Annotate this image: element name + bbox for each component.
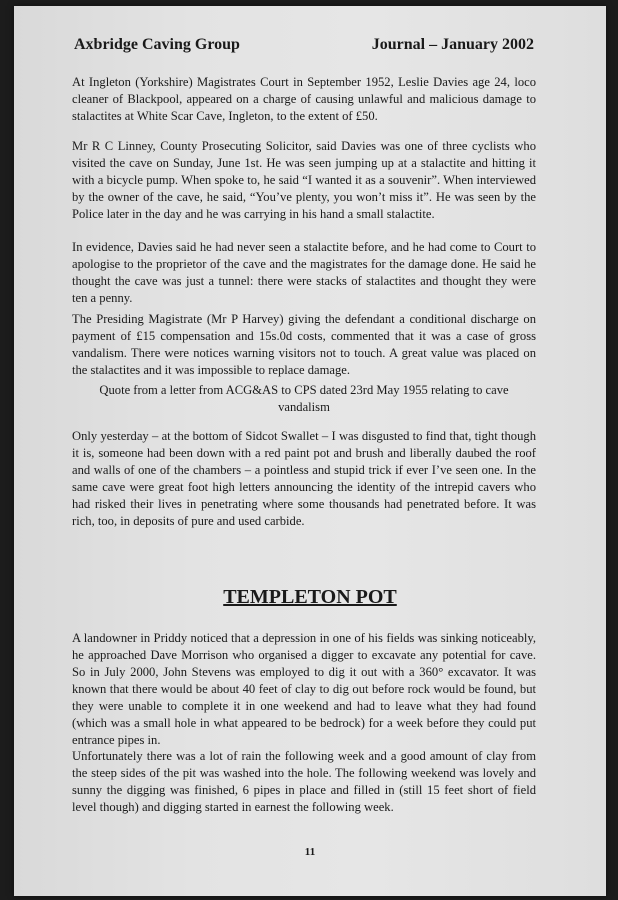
section-title: TEMPLETON POT bbox=[223, 586, 397, 608]
paragraph-magistrate: The Presiding Magistrate (Mr P Harvey) giving the defendant a conditional discharge on payment of £15 compensation and 15s.0d costs, commented that it was a case of gross vandalism. There were notices warning visitors not to touch. A great value was placed on the stalactites and it was impossible to replace damage. bbox=[72, 312, 536, 377]
paragraph-templeton-intro: A landowner in Priddy noticed that a depression in one of his fields was sinking noticeably, he approached Dave Morrison who organised a digger to excavate any potential for cave. So in July 2000, John Stevens was employed to dig it out with a 360° excavator. It was known that there would be about 40 feet of clay to dig out before rock would be found, but they were unable to complete it in one weekend and had to leave what they had found (which was a small hole in what appeared to be bedrock) for a week before they could put entrance pipes in. bbox=[72, 631, 536, 747]
quote-letter-text: Only yesterday – at the bottom of Sidcot Swallet – I was disgusted to find that, tight though it is, someone had been down with a red paint pot and brush and liberally daubed the roof and walls of one of the chambers – a pointless and stupid trick if ever I’ve seen one. In the same cave were great foot high letters announcing the identity of the intrepid cavers who had risked their lives in penetrating where some thousands had penetrated before. It was rich, too, in deposits of pure and used carbide. bbox=[72, 429, 536, 528]
header-journal-date: Journal – January 2002 bbox=[371, 36, 534, 53]
paragraph-court-case: At Ingleton (Yorkshire) Magistrates Court in September 1952, Leslie Davies age 24, loco cleaner of Blackpool, appeared on a charge of causing unlawful and malicious damage to stalactites at White Scar Cave, Ingleton, to the extent of £50. bbox=[72, 75, 536, 123]
quote-heading: Quote from a letter from ACG&AS to CPS dated 23rd May 1955 relating to cave vandalism bbox=[99, 383, 509, 414]
paragraph-templeton-rain: Unfortunately there was a lot of rain the following week and a good amount of clay from the steep sides of the pit was washed into the hole. The following weekend was lovely and sunny the digging was finished, 6 pipes in place and filled in (still 15 feet short of field level though) and digging started in earnest the following week. bbox=[72, 749, 536, 814]
paragraph-linney-statement: Mr R C Linney, County Prosecuting Solicitor, said Davies was one of three cyclists who visited the cave on Sunday, June 1st. He was seen jumping up at a stalactite and hitting it with a bicycle pump. When spoke to, he said “I wanted it as a souvenir”. When interviewed by the owner of the cave, he said, “You’ve plenty, you won’t miss it”. He was seen by the Police later in the day and he was carrying in his hand a small stalactite. bbox=[72, 139, 536, 221]
page-header bbox=[74, 36, 534, 54]
page-number: 11 bbox=[304, 846, 316, 858]
header-group-name: Axbridge Caving Group bbox=[74, 36, 240, 53]
paragraph-evidence: In evidence, Davies said he had never seen a stalactite before, and he had come to Court to apologise to the proprietor of the cave and the magistrates for the damage done. He said he thought the cave was just a tunnel: there were stacks of stalactites and thought they were ten a penny. bbox=[72, 240, 536, 305]
journal-page bbox=[14, 6, 606, 896]
